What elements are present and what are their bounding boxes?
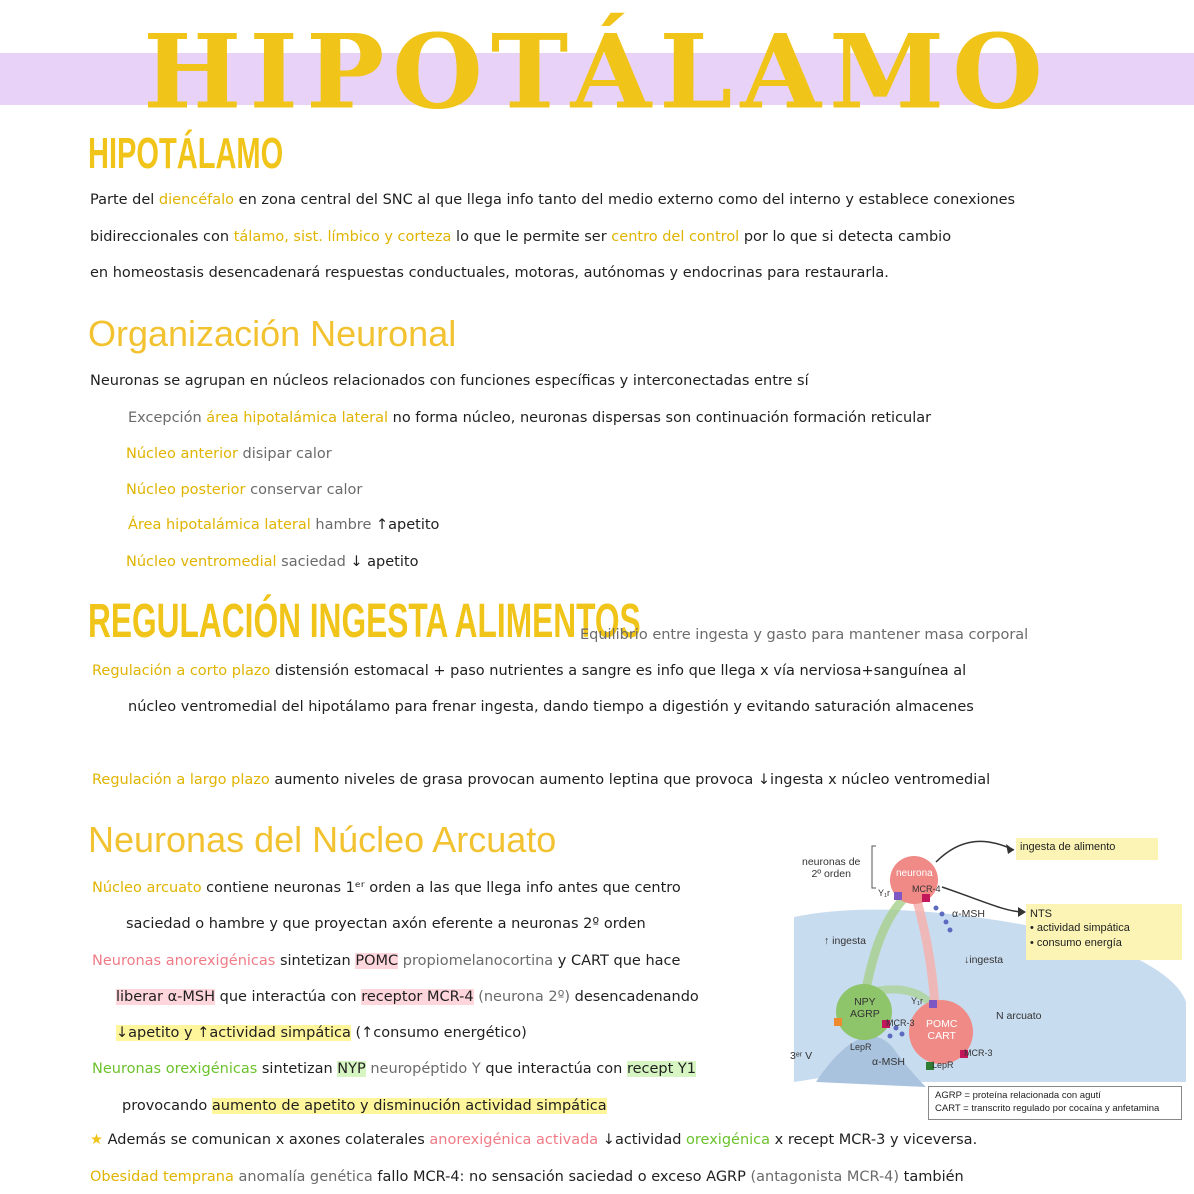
arrow-head-nts <box>1018 907 1026 917</box>
nts-title: NTS <box>1030 908 1052 920</box>
label-ingesta-down: ↓ingesta <box>964 954 1004 966</box>
heading-regulacion: REGULACIÓN INGESTA ALIMENTOS <box>88 595 641 648</box>
text-segment: en zona central del SNC al que llega info tanto del medio externo como del interno y establece conexiones <box>234 192 1016 208</box>
label-mcr3-a: MCR-3 <box>886 1018 915 1028</box>
text-segment: ★ <box>90 1132 103 1148</box>
text-line <box>90 266 889 281</box>
text-segment: Neuronas orexigénicas <box>92 1061 258 1077</box>
heading-organizacion: Organización Neuronal <box>88 313 457 354</box>
text-segment: que interactúa con <box>215 989 362 1005</box>
label-lepr-b: LepR <box>932 1060 954 1070</box>
text-line <box>90 193 1015 208</box>
text-segment: Área hipotalámica lateral <box>128 517 311 533</box>
text-segment: neuropéptido Y <box>365 1061 481 1077</box>
text-segment: ↓ apetito <box>350 554 419 570</box>
text-segment: orexigénica <box>686 1132 771 1148</box>
label-neurona: neurona <box>896 868 933 879</box>
text-line <box>126 483 362 498</box>
text-segment: que interactúa con <box>480 1061 627 1077</box>
text-segment: (antagonista MCR-4) <box>750 1169 900 1185</box>
text-segment: Núcleo arcuato <box>92 880 202 896</box>
text-segment: Núcleo anterior <box>126 446 238 462</box>
text-line <box>90 230 951 245</box>
label-y1r: Y₁r <box>878 888 891 898</box>
heading-hipotalamo: HIPOTÁLAMO <box>88 129 284 178</box>
text-segment: Excepción <box>128 410 207 426</box>
heading-arcuato: Neuronas del Núcleo Arcuato <box>88 819 557 860</box>
text-segment: tálamo, sist. límbico y corteza <box>233 229 452 245</box>
label-amsh-top: α-MSH <box>952 908 985 920</box>
text-segment: no forma núcleo, neuronas dispersas son continuación formación reticular <box>388 410 932 426</box>
label-n-arcuato: N arcuato <box>996 1010 1042 1022</box>
nts-item: • actividad simpática <box>1030 922 1130 935</box>
text-segment: saciedad <box>276 554 351 570</box>
text-segment: Neuronas anorexigénicas <box>92 953 276 969</box>
text-line <box>126 555 418 570</box>
label-y1r-b: Y₁r <box>911 996 924 1006</box>
bracket <box>872 846 876 888</box>
text-segment: y CART que hace <box>553 953 681 969</box>
text-segment: disipar calor <box>237 446 332 462</box>
receptor-mcr4 <box>922 894 930 902</box>
text-line <box>90 1133 977 1148</box>
text-segment: Además se comunican x axones colaterales <box>103 1132 430 1148</box>
text-segment: x recept MCR-3 y viceversa. <box>770 1132 978 1148</box>
text-segment: sintetizan <box>257 1061 338 1077</box>
text-segment: fallo MCR-4: no sensación saciedad o exceso AGRP <box>372 1169 751 1185</box>
page-title: HIPOTÁLAMO <box>143 11 1051 132</box>
text-line <box>128 700 974 715</box>
label-neuronas-2: neuronas de 2º orden <box>802 856 861 881</box>
arcuate-diagram <box>786 832 1186 1120</box>
text-line <box>92 773 990 788</box>
text-segment: ↓actividad <box>598 1132 687 1148</box>
text-segment: (neurona 2º) <box>473 989 571 1005</box>
text-segment: Parte del <box>90 192 159 208</box>
text-line <box>92 1062 696 1077</box>
text-line <box>128 411 931 426</box>
text-line <box>92 954 680 969</box>
text-segment: saciedad o hambre y que proyectan axón eferente a neuronas 2º orden <box>126 916 646 932</box>
text-segment: sintetizan <box>275 953 356 969</box>
legend-line: CART = transcrito regulado por cocaína y anfetamina <box>935 1102 1160 1114</box>
text-segment: NYP <box>337 1061 366 1077</box>
text-line <box>92 664 966 679</box>
receptor-lepr-a <box>834 1018 842 1026</box>
text-segment: desencadenando <box>570 989 699 1005</box>
text-segment: Regulación a largo plazo <box>92 772 270 788</box>
text-segment: conservar calor <box>245 482 363 498</box>
text-segment: recept Y1 <box>626 1061 696 1077</box>
text-segment: diencéfalo <box>158 192 235 208</box>
text-segment: área hipotalámica lateral <box>206 410 389 426</box>
text-segment: núcleo ventromedial del hipotálamo para frenar ingesta, dando tiempo a digestión y evitando saturación almacenes <box>128 699 974 715</box>
label-ingesta-up: ↑ ingesta <box>824 935 867 947</box>
legend-line: AGRP = proteína relacionada con agutí <box>935 1090 1101 1101</box>
text-segment: en homeostasis desencadenará respuestas conductuales, motoras, autónomas y endocrinas para restaurarla. <box>90 265 889 281</box>
text-segment: receptor MCR-4 <box>361 989 474 1005</box>
ingesta-box <box>1016 838 1158 860</box>
label-amsh-bottom: α-MSH <box>872 1056 905 1068</box>
nts-item: • consumo energía <box>1030 936 1122 949</box>
text-segment: ↓apetito y ↑actividad simpática <box>116 1025 351 1041</box>
text-line <box>116 990 699 1005</box>
arrow-ingesta <box>936 841 1014 862</box>
text-line <box>126 917 646 932</box>
text-segment: ↑apetito <box>375 517 440 533</box>
text-line <box>90 1170 964 1185</box>
text-line <box>92 881 681 896</box>
text-segment: anorexigénica activada <box>429 1132 599 1148</box>
text-segment: anomalía genética <box>233 1169 373 1185</box>
text-segment: POMC <box>355 953 399 969</box>
label-npy-agrp: NPY AGRP <box>850 996 880 1021</box>
label-tercer-v: 3ᵉʳ V <box>790 1050 813 1062</box>
text-segment: Regulación a corto plazo <box>92 663 271 679</box>
text-segment: centro del control <box>611 229 740 245</box>
text-segment: por lo que si detecta cambio <box>739 229 952 245</box>
ingesta-box-label: ingesta de alimento <box>1020 841 1116 853</box>
text-segment: propiomelanocortina <box>398 953 554 969</box>
text-segment: aumento de apetito y disminución actividad simpática <box>211 1098 607 1114</box>
label-pomc-cart: POMC CART <box>926 1018 958 1043</box>
text-segment: liberar α-MSH <box>116 989 216 1005</box>
text-segment: distensión estomacal + paso nutrientes a sangre es info que llega x vía nerviosa+sanguínea al <box>270 663 967 679</box>
text-segment: provocando <box>122 1098 212 1114</box>
text-line <box>122 1099 607 1114</box>
label-mcr3-b: MCR-3 <box>964 1048 993 1058</box>
text-segment: (↑consumo energético) <box>350 1025 527 1041</box>
text-line <box>126 447 332 462</box>
text-segment: Neuronas se agrupan en núcleos relacionados con funciones específicas y interconectadas entre sí <box>90 373 809 389</box>
text-line <box>116 1026 527 1041</box>
figure-legend <box>928 1086 1182 1120</box>
text-segment: Obesidad temprana <box>90 1169 234 1185</box>
receptor-y1-b <box>929 1000 937 1008</box>
text-segment: bidireccionales con <box>90 229 234 245</box>
text-line <box>128 518 439 533</box>
receptor-y1 <box>894 892 902 900</box>
text-segment: hambre <box>310 517 376 533</box>
text-segment: Núcleo ventromedial <box>126 554 277 570</box>
regulacion-subtitle: Equilibrio entre ingesta y gasto para mantener masa corporal <box>580 627 1029 643</box>
text-segment: contiene neuronas 1ᵉʳ orden a las que llega info antes que centro <box>201 880 681 896</box>
text-segment: también <box>899 1169 964 1185</box>
label-mcr4: MCR-4 <box>912 884 941 894</box>
text-line <box>90 374 809 389</box>
text-segment: aumento niveles de grasa provocan aumento leptina que provoca ↓ingesta x núcleo ventromedial <box>269 772 991 788</box>
nts-box <box>1026 904 1182 960</box>
text-segment: Núcleo posterior <box>126 482 246 498</box>
text-segment: lo que le permite ser <box>451 229 612 245</box>
label-lepr-a: LepR <box>850 1042 872 1052</box>
